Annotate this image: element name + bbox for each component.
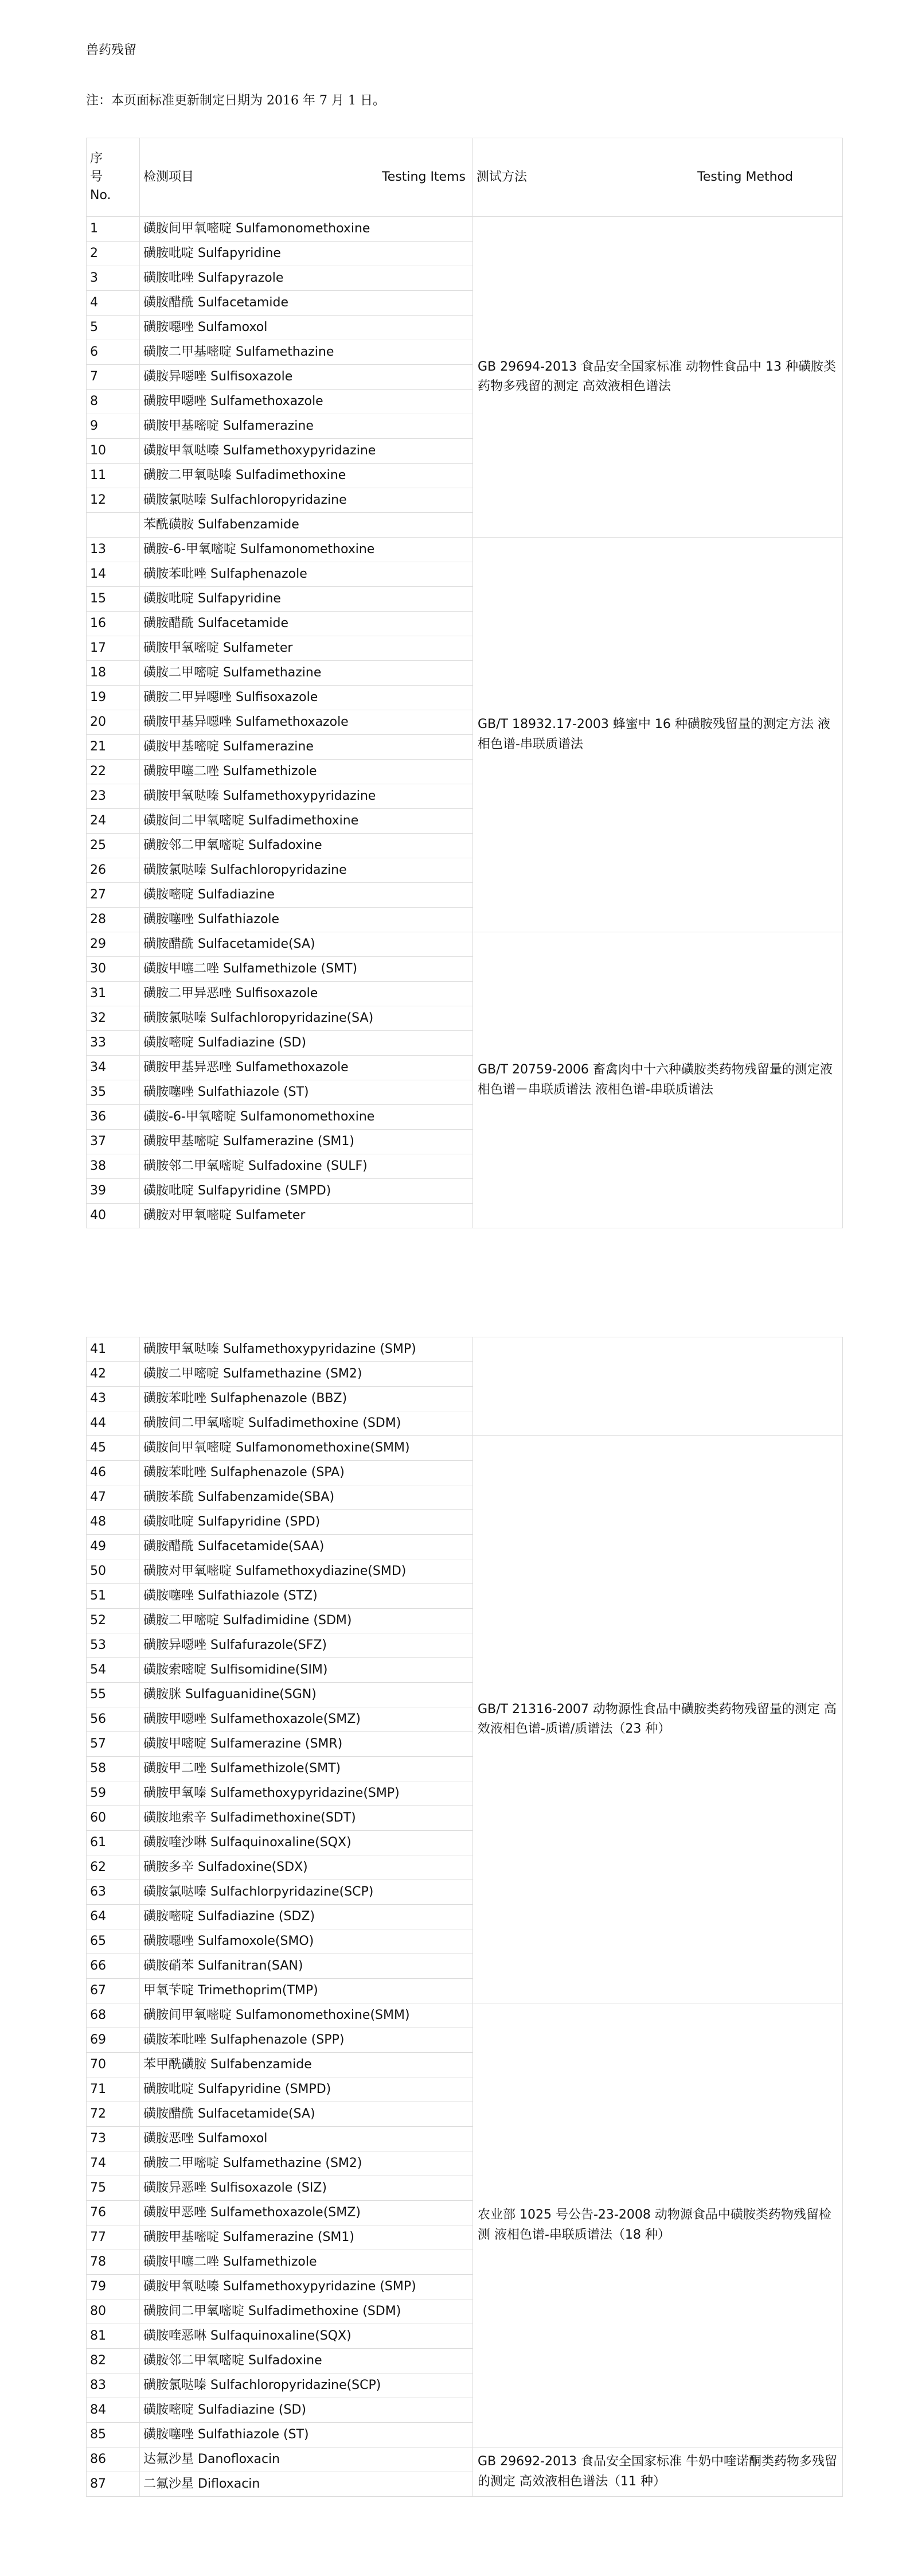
header-no-line: No. <box>90 188 111 203</box>
row-number: 32 <box>87 1006 140 1031</box>
testing-item: 磺胺二甲嘧啶 Sulfamethazine (SM2) <box>140 2151 473 2176</box>
testing-item: 磺胺地索辛 Sulfadimethoxine(SDT) <box>140 1806 473 1831</box>
testing-item: 磺胺氯哒嗪 Sulfachloropyridazine(SCP) <box>140 2373 473 2398</box>
testing-method: GB 29694-2013 食品安全国家标准 动物性食品中 13 种磺胺类药物多残留的测定 高效液相色谱法 <box>473 217 843 538</box>
row-number: 16 <box>87 612 140 636</box>
testing-item: 磺胺甲二唑 Sulfamethizole(SMT) <box>140 1757 473 1781</box>
row-number: 52 <box>87 1609 140 1633</box>
testing-item: 磺胺喹沙啉 Sulfaquinoxaline(SQX) <box>140 1831 473 1855</box>
row-number: 71 <box>87 2077 140 2102</box>
testing-item: 磺胺二甲基嘧啶 Sulfamethazine <box>140 340 473 365</box>
standards-table-2 <box>86 1337 843 2497</box>
table-row <box>87 538 843 562</box>
testing-item: 磺胺醋酰 Sulfacetamide(SA) <box>140 2102 473 2127</box>
row-number: 65 <box>87 1929 140 1954</box>
row-number: 27 <box>87 883 140 908</box>
row-number: 8 <box>87 390 140 414</box>
row-number: 86 <box>87 2447 140 2472</box>
row-number: 47 <box>87 1485 140 1510</box>
testing-item: 磺胺噁唑 Sulfamoxole(SMO) <box>140 1929 473 1954</box>
testing-item: 磺胺噻唑 Sulfathiazole (ST) <box>140 1080 473 1105</box>
header-method-cn: 测试方法 <box>477 169 528 184</box>
row-number: 41 <box>87 1337 140 1362</box>
row-number: 83 <box>87 2373 140 2398</box>
row-number: 20 <box>87 710 140 735</box>
row-number: 22 <box>87 760 140 784</box>
testing-item: 磺胺甲噁唑 Sulfamethoxazole(SMZ) <box>140 1707 473 1732</box>
row-number: 38 <box>87 1154 140 1179</box>
row-number: 54 <box>87 1658 140 1683</box>
row-number: 81 <box>87 2324 140 2349</box>
testing-item: 磺胺间甲氧嘧啶 Sulfamonomethoxine <box>140 217 473 242</box>
testing-item: 磺胺噻唑 Sulfathiazole (ST) <box>140 2423 473 2447</box>
row-number: 74 <box>87 2151 140 2176</box>
testing-item: 磺胺噁唑 Sulfamoxol <box>140 316 473 340</box>
row-number: 24 <box>87 809 140 834</box>
table-row <box>87 217 843 242</box>
testing-item: 磺胺异噁唑 Sulfafurazole(SFZ) <box>140 1633 473 1658</box>
testing-item: 二氟沙星 Difloxacin <box>140 2472 473 2497</box>
testing-item: 甲氧苄啶 Trimethoprim(TMP) <box>140 1979 473 2003</box>
row-number: 30 <box>87 957 140 982</box>
testing-item: 磺胺噻唑 Sulfathiazole <box>140 908 473 932</box>
row-number: 10 <box>87 439 140 464</box>
header-testing-method <box>473 138 843 217</box>
row-number: 45 <box>87 1436 140 1461</box>
testing-item: 磺胺嘧啶 Sulfadiazine <box>140 883 473 908</box>
testing-item: 磺胺甲氧哒嗪 Sulfamethoxypyridazine (SMP) <box>140 1337 473 1362</box>
testing-item: 磺胺对甲氧嘧啶 Sulfamethoxydiazine(SMD) <box>140 1559 473 1584</box>
row-number: 53 <box>87 1633 140 1658</box>
testing-item: 磺胺吡啶 Sulfapyridine (SMPD) <box>140 2077 473 2102</box>
testing-item: 磺胺二甲嘧啶 Sulfadimidine (SDM) <box>140 1609 473 1633</box>
testing-item: 磺胺甲噁唑 Sulfamethoxazole <box>140 390 473 414</box>
row-number: 28 <box>87 908 140 932</box>
testing-item: 磺胺二甲嘧啶 Sulfamethazine (SM2) <box>140 1362 473 1387</box>
testing-item: 磺胺间甲氧嘧啶 Sulfamonomethoxine(SMM) <box>140 2003 473 2028</box>
row-number: 35 <box>87 1080 140 1105</box>
testing-item: 磺胺二甲异恶唑 Sulfisoxazole <box>140 982 473 1006</box>
row-number: 17 <box>87 636 140 661</box>
table-row <box>87 2003 843 2028</box>
table-row <box>87 2447 843 2472</box>
row-number: 36 <box>87 1105 140 1130</box>
testing-item: 磺胺吡啶 Sulfapyridine <box>140 242 473 266</box>
testing-item: 磺胺甲噻二唑 Sulfamethizole <box>140 2250 473 2275</box>
row-number: 85 <box>87 2423 140 2447</box>
row-number: 26 <box>87 858 140 883</box>
testing-item: 磺胺吡唑 Sulfapyrazole <box>140 266 473 291</box>
row-number: 13 <box>87 538 140 562</box>
row-number: 37 <box>87 1130 140 1154</box>
testing-item: 达氟沙星 Danofloxacin <box>140 2447 473 2472</box>
testing-item: 苯酰磺胺 Sulfabenzamide <box>140 513 473 538</box>
testing-item: 磺胺甲噻二唑 Sulfamethizole <box>140 760 473 784</box>
testing-item: 磺胺甲基嘧啶 Sulfamerazine <box>140 735 473 760</box>
testing-method: GB/T 18932.17-2003 蜂蜜中 16 种磺胺残留量的测定方法 液相色谱-串联质谱法 <box>473 538 843 932</box>
standards-table-1 <box>86 138 843 1228</box>
testing-item: 磺胺间甲氧嘧啶 Sulfamonomethoxine(SMM) <box>140 1436 473 1461</box>
row-number: 78 <box>87 2250 140 2275</box>
testing-item: 磺胺甲基嘧啶 Sulfamerazine (SM1) <box>140 1130 473 1154</box>
testing-item: 磺胺苯吡唑 Sulfaphenazole (SPP) <box>140 2028 473 2053</box>
row-number: 9 <box>87 414 140 439</box>
row-number: 6 <box>87 340 140 365</box>
row-number: 66 <box>87 1954 140 1979</box>
update-note: 注：本页面标准更新制定日期为 2016 年 7 月 1 日。 <box>86 94 385 108</box>
table-row <box>87 1436 843 1461</box>
testing-item: 磺胺硝苯 Sulfanitran(SAN) <box>140 1954 473 1979</box>
row-number: 51 <box>87 1584 140 1609</box>
row-number: 39 <box>87 1179 140 1204</box>
table-row <box>87 932 843 957</box>
row-number: 48 <box>87 1510 140 1535</box>
testing-item: 磺胺甲氧嗪 Sulfamethoxypyridazine(SMP) <box>140 1781 473 1806</box>
testing-item: 磺胺间二甲氧嘧啶 Sulfadimethoxine <box>140 809 473 834</box>
row-number: 46 <box>87 1461 140 1485</box>
row-number: 12 <box>87 488 140 513</box>
testing-item: 磺胺-6-甲氧嘧啶 Sulfamonomethoxine <box>140 538 473 562</box>
testing-item: 磺胺苯吡唑 Sulfaphenazole (BBZ) <box>140 1387 473 1411</box>
testing-item: 磺胺吡啶 Sulfapyridine (SPD) <box>140 1510 473 1535</box>
testing-item: 磺胺异恶唑 Sulfisoxazole (SIZ) <box>140 2176 473 2201</box>
testing-item: 磺胺醋酰 Sulfacetamide(SAA) <box>140 1535 473 1559</box>
testing-item: 磺胺醋酰 Sulfacetamide <box>140 291 473 316</box>
testing-item: 磺胺异噁唑 Sulfisoxazole <box>140 365 473 390</box>
testing-item: 磺胺嘧啶 Sulfadiazine (SDZ) <box>140 1905 473 1929</box>
row-number: 34 <box>87 1056 140 1080</box>
header-no-line: 号 <box>90 170 103 185</box>
row-number: 11 <box>87 464 140 488</box>
row-number: 77 <box>87 2225 140 2250</box>
testing-item: 磺胺嘧啶 Sulfadiazine (SD) <box>140 2398 473 2423</box>
row-number: 15 <box>87 587 140 612</box>
testing-item: 磺胺甲基嘧啶 Sulfamerazine (SM1) <box>140 2225 473 2250</box>
row-number: 14 <box>87 562 140 587</box>
row-number: 5 <box>87 316 140 340</box>
row-number: 58 <box>87 1757 140 1781</box>
testing-item: 磺胺苯吡唑 Sulfaphenazole <box>140 562 473 587</box>
row-number: 2 <box>87 242 140 266</box>
header-testing-items <box>140 138 473 217</box>
row-number: 18 <box>87 661 140 686</box>
row-number: 87 <box>87 2472 140 2497</box>
row-number: 75 <box>87 2176 140 2201</box>
row-number: 29 <box>87 932 140 957</box>
row-number: 76 <box>87 2201 140 2225</box>
row-number: 72 <box>87 2102 140 2127</box>
row-number: 62 <box>87 1855 140 1880</box>
row-number: 44 <box>87 1411 140 1436</box>
testing-item: 磺胺对甲氧嘧啶 Sulfameter <box>140 1204 473 1228</box>
testing-method: GB 29692-2013 食品安全国家标准 牛奶中喹诺酮类药物多残留的测定 高效液相色谱法（11 种） <box>473 2447 843 2497</box>
row-number: 61 <box>87 1831 140 1855</box>
testing-item: 苯甲酰磺胺 Sulfabenzamide <box>140 2053 473 2077</box>
testing-item: 磺胺间二甲氧嘧啶 Sulfadimethoxine (SDM) <box>140 2299 473 2324</box>
testing-item: 磺胺邻二甲氧嘧啶 Sulfadoxine (SULF) <box>140 1154 473 1179</box>
testing-item: 磺胺二甲嘧啶 Sulfamethazine <box>140 661 473 686</box>
header-no <box>87 138 140 217</box>
testing-method: 农业部 1025 号公告-23-2008 动物源食品中磺胺类药物残留检测 液相色谱-串联质谱法（18 种） <box>473 2003 843 2447</box>
testing-item: 磺胺邻二甲氧嘧啶 Sulfadoxine <box>140 834 473 858</box>
row-number: 64 <box>87 1905 140 1929</box>
row-number <box>87 513 140 538</box>
row-number: 33 <box>87 1031 140 1056</box>
row-number: 73 <box>87 2127 140 2151</box>
testing-method: GB/T 20759-2006 畜禽肉中十六种磺胺类药物残留量的测定液相色谱－串联质谱法 液相色谱-串联质谱法 <box>473 932 843 1228</box>
testing-item: 磺胺间二甲氧嘧啶 Sulfadimethoxine (SDM) <box>140 1411 473 1436</box>
testing-item: 磺胺甲噻二唑 Sulfamethizole (SMT) <box>140 957 473 982</box>
testing-item: 磺胺氯哒嗪 Sulfachloropyridazine(SA) <box>140 1006 473 1031</box>
row-number: 82 <box>87 2349 140 2373</box>
row-number: 84 <box>87 2398 140 2423</box>
testing-item: 磺胺氯哒嗪 Sulfachloropyridazine <box>140 488 473 513</box>
row-number: 1 <box>87 217 140 242</box>
page-title: 兽药残留 <box>86 43 137 57</box>
testing-item: 磺胺甲恶唑 Sulfamethoxazole(SMZ) <box>140 2201 473 2225</box>
row-number: 23 <box>87 784 140 809</box>
row-number: 21 <box>87 735 140 760</box>
testing-item: 磺胺甲基异恶唑 Sulfamethoxazole <box>140 1056 473 1080</box>
row-number: 3 <box>87 266 140 291</box>
row-number: 31 <box>87 982 140 1006</box>
row-number: 59 <box>87 1781 140 1806</box>
row-number: 57 <box>87 1732 140 1757</box>
table-row <box>87 1337 843 1362</box>
row-number: 60 <box>87 1806 140 1831</box>
table-header-row <box>87 138 843 217</box>
row-number: 43 <box>87 1387 140 1411</box>
testing-item: 磺胺苯吡唑 Sulfaphenazole (SPA) <box>140 1461 473 1485</box>
row-number: 50 <box>87 1559 140 1584</box>
testing-item: 磺胺嘧啶 Sulfadiazine (SD) <box>140 1031 473 1056</box>
row-number: 67 <box>87 1979 140 2003</box>
testing-item: 磺胺二甲异噁唑 Sulfisoxazole <box>140 686 473 710</box>
header-method-en: Testing Method <box>697 169 793 184</box>
row-number: 25 <box>87 834 140 858</box>
testing-item: 磺胺喹恶啉 Sulfaquinoxaline(SQX) <box>140 2324 473 2349</box>
testing-item: 磺胺-6-甲氧嘧啶 Sulfamonomethoxine <box>140 1105 473 1130</box>
header-item-en: Testing Items <box>382 169 466 184</box>
testing-method: GB/T 21316-2007 动物源性食品中磺胺类药物残留量的测定 高效液相色谱-质谱/质谱法（23 种） <box>473 1436 843 2003</box>
testing-item: 磺胺恶唑 Sulfamoxol <box>140 2127 473 2151</box>
testing-item: 磺胺甲氧哒嗪 Sulfamethoxypyridazine <box>140 784 473 809</box>
testing-item: 磺胺吡啶 Sulfapyridine (SMPD) <box>140 1179 473 1204</box>
testing-item: 磺胺苯酰 Sulfabenzamide(SBA) <box>140 1485 473 1510</box>
testing-item: 磺胺甲氧嘧啶 Sulfameter <box>140 636 473 661</box>
testing-item: 磺胺氯哒嗪 Sulfachlorpyridazine(SCP) <box>140 1880 473 1905</box>
row-number: 55 <box>87 1683 140 1707</box>
testing-method <box>473 1337 843 1436</box>
row-number: 40 <box>87 1204 140 1228</box>
row-number: 68 <box>87 2003 140 2028</box>
testing-item: 磺胺多辛 Sulfadoxine(SDX) <box>140 1855 473 1880</box>
row-number: 19 <box>87 686 140 710</box>
testing-item: 磺胺醋酰 Sulfacetamide(SA) <box>140 932 473 957</box>
testing-item: 磺胺索嘧啶 Sulfisomidine(SIM) <box>140 1658 473 1683</box>
testing-item: 磺胺邻二甲氧嘧啶 Sulfadoxine <box>140 2349 473 2373</box>
testing-item: 磺胺甲基异噁唑 Sulfamethoxazole <box>140 710 473 735</box>
header-no-line: 序 <box>90 151 103 166</box>
row-number: 79 <box>87 2275 140 2299</box>
row-number: 63 <box>87 1880 140 1905</box>
row-number: 7 <box>87 365 140 390</box>
row-number: 80 <box>87 2299 140 2324</box>
row-number: 49 <box>87 1535 140 1559</box>
testing-item: 磺胺甲氧哒嗪 Sulfamethoxypyridazine (SMP) <box>140 2275 473 2299</box>
testing-item: 磺胺醋酰 Sulfacetamide <box>140 612 473 636</box>
testing-item: 磺胺吡啶 Sulfapyridine <box>140 587 473 612</box>
row-number: 42 <box>87 1362 140 1387</box>
header-item-cn: 检测项目 <box>143 169 194 184</box>
row-number: 4 <box>87 291 140 316</box>
row-number: 70 <box>87 2053 140 2077</box>
testing-item: 磺胺甲基嘧啶 Sulfamerazine <box>140 414 473 439</box>
testing-item: 磺胺氯哒嗪 Sulfachloropyridazine <box>140 858 473 883</box>
testing-item: 磺胺二甲氧哒嗪 Sulfadimethoxine <box>140 464 473 488</box>
row-number: 69 <box>87 2028 140 2053</box>
row-number: 56 <box>87 1707 140 1732</box>
testing-item: 磺胺脒 Sulfaguanidine(SGN) <box>140 1683 473 1707</box>
testing-item: 磺胺噻唑 Sulfathiazole (STZ) <box>140 1584 473 1609</box>
testing-item: 磺胺甲嘧啶 Sulfamerazine (SMR) <box>140 1732 473 1757</box>
testing-item: 磺胺甲氧哒嗪 Sulfamethoxypyridazine <box>140 439 473 464</box>
